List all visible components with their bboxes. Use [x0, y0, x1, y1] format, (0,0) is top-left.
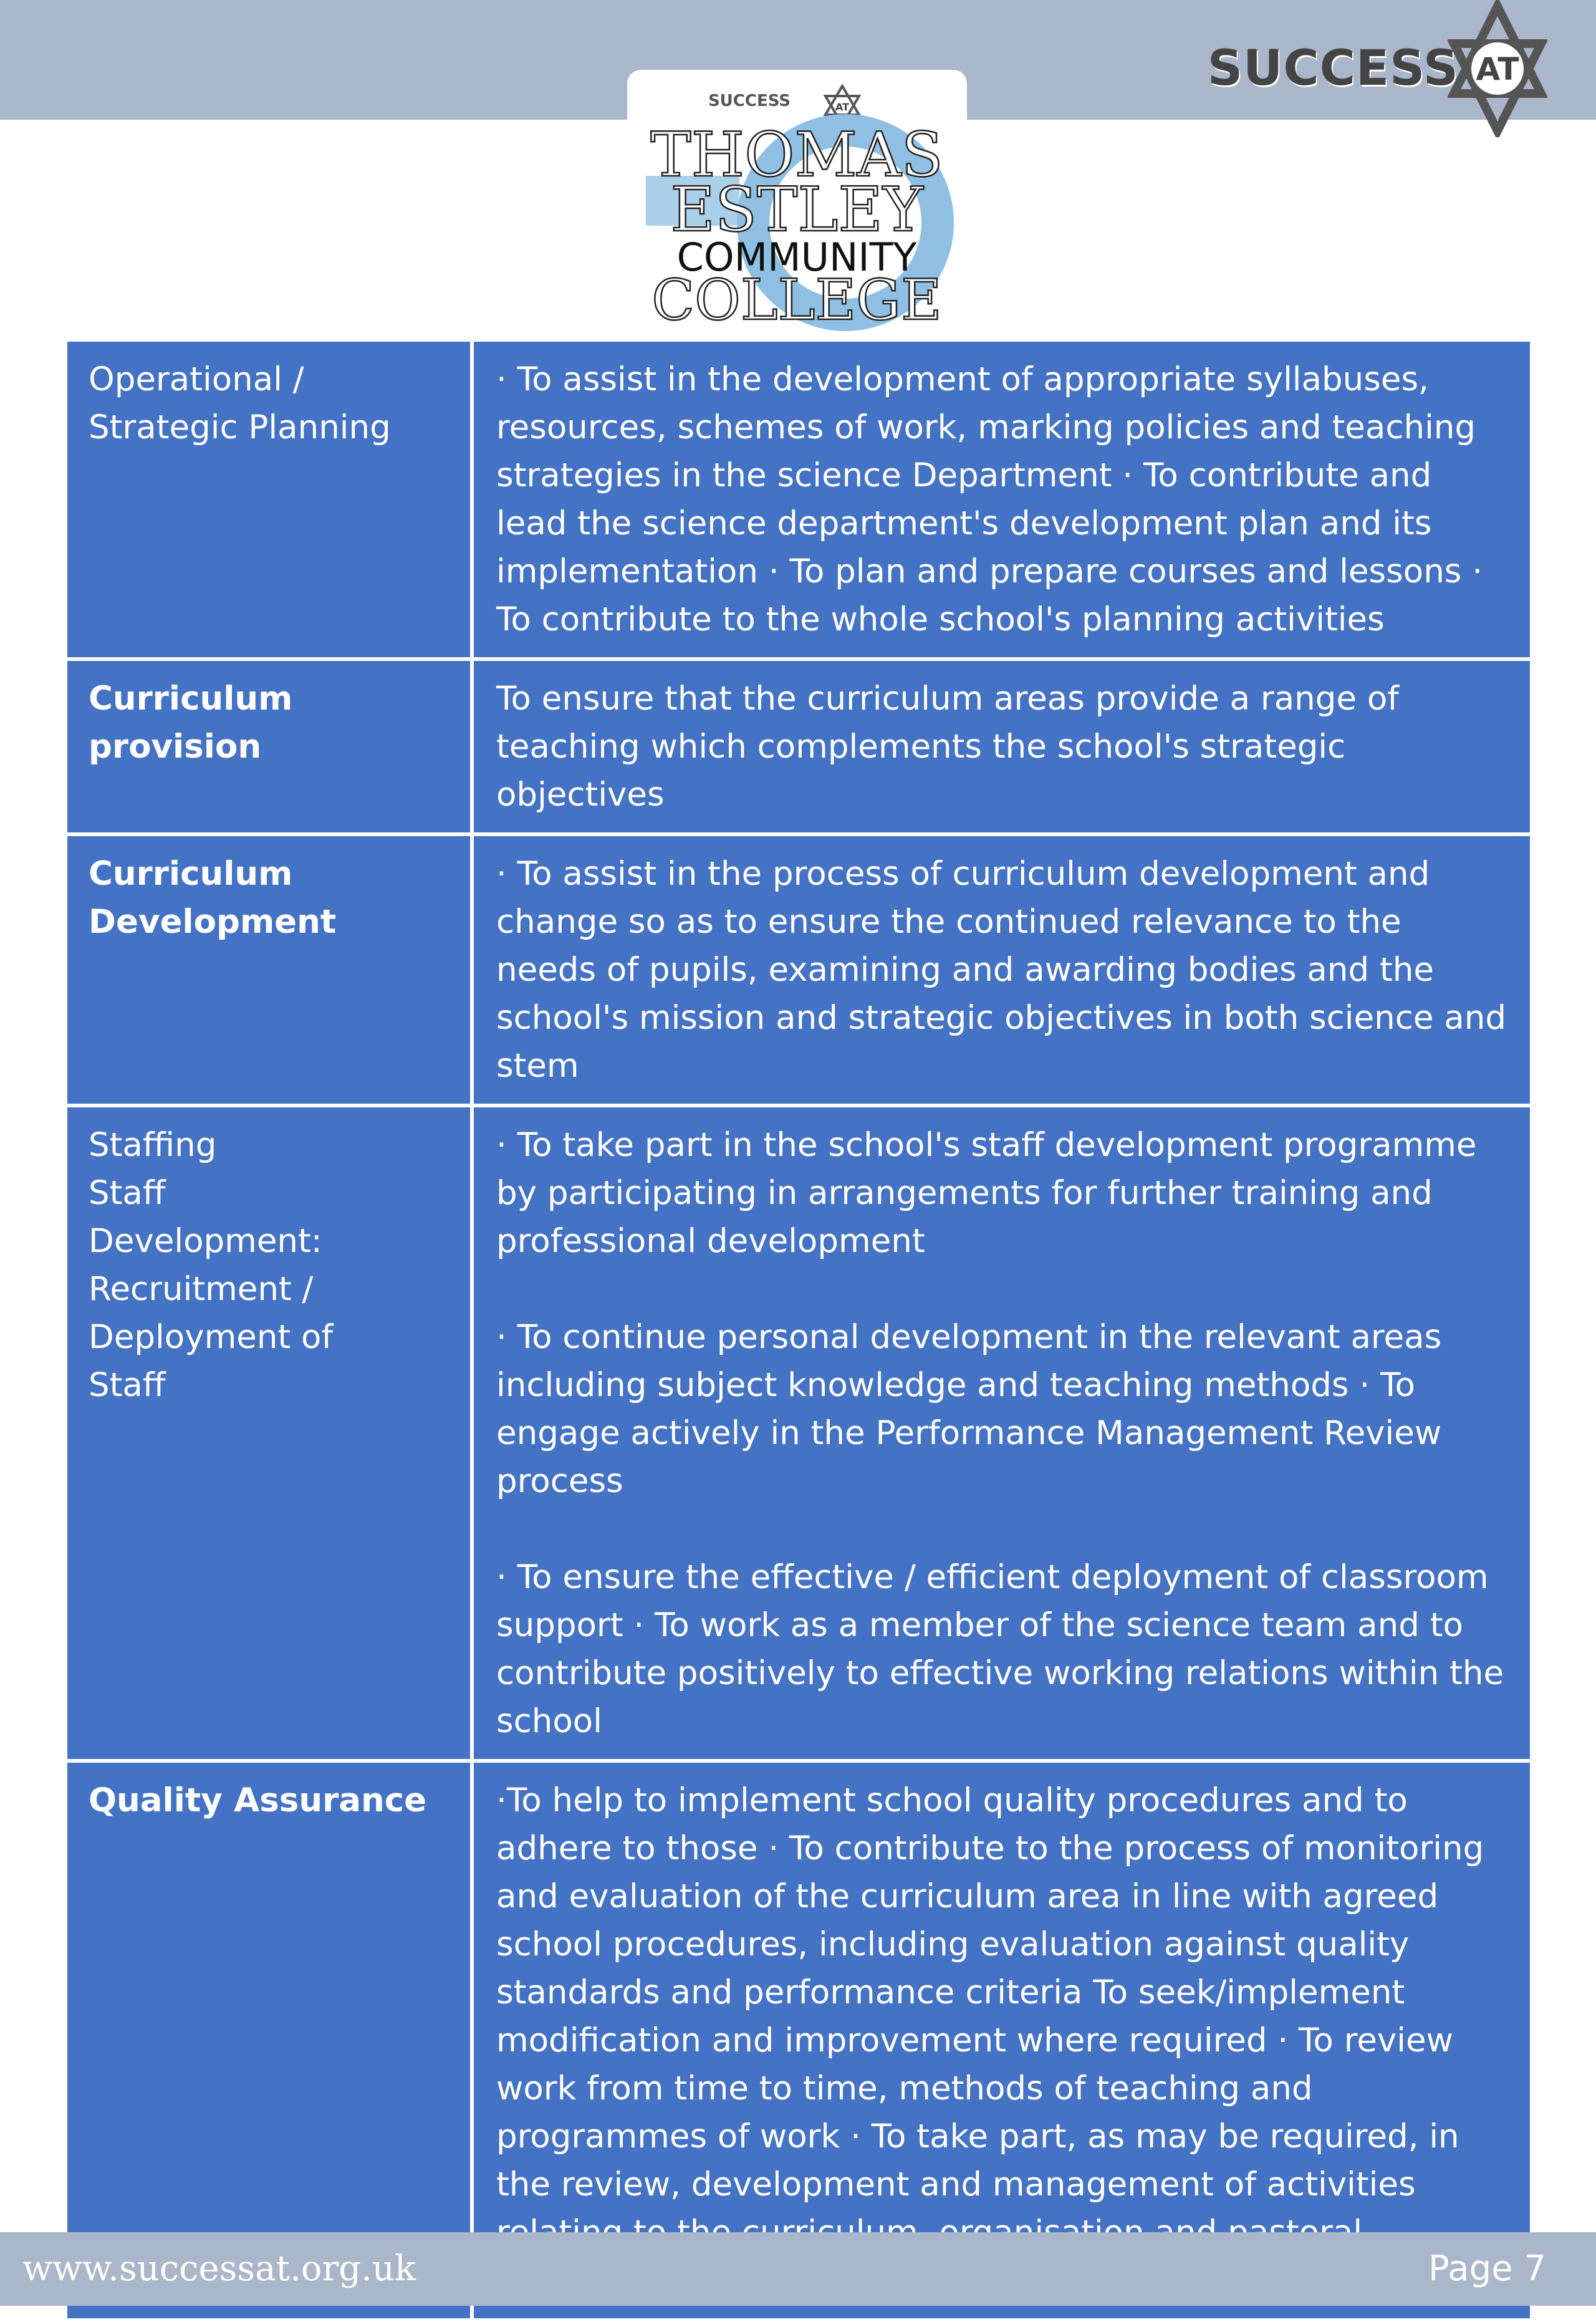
table-row [67, 836, 1530, 1107]
row-text-curriculum-development: · To assist in the process of curriculum development and change so as to ensure the continued relevance to the needs of pupils, examining and awarding bodies and the school's mission and strategic objectives in both science and stem [474, 836, 1530, 1104]
logo-line-community: COMMUNITY [676, 234, 917, 280]
brand-badge: AT [1476, 51, 1519, 87]
logo-line-thomas: THOMAS [650, 120, 943, 191]
table-row [67, 342, 1530, 661]
successat-logo [1208, 0, 1547, 137]
table-row [67, 1107, 1530, 1763]
college-logo [627, 70, 967, 332]
footer-website-link[interactable]: www.successat.org.uk [22, 2248, 416, 2289]
row-text-staffing: · To take part in the school's staff development programme by participating in arrangements for further training and professional development · To continue personal development in the relevant areas including subject knowledge and teaching methods · To engage actively in the Performance Management Review process · To ensure the effective / efficient deployment of classroom support · To work as a member of the science team and to contribute positively to effective working relations within the school [474, 1107, 1530, 1759]
logo-small-badge: AT [835, 101, 850, 113]
job-description-table [67, 342, 1530, 2322]
college-crest-icon [627, 70, 967, 332]
row-label-curriculum-provision: Curriculum provision [67, 661, 474, 832]
logo-line-estley: ESTLEY [670, 175, 923, 246]
row-text-operational-planning: · To assist in the development of appropriate syllabuses, resources, schemes of work, marking policies and teaching strategies in the science Department · To contribute and lead the science department's development plan and its implementation · To plan and prepare courses and lessons · To contribute to the whole school's planning activities [474, 342, 1530, 657]
footer [0, 2232, 1596, 2306]
page-number: Page 7 [1428, 2248, 1546, 2289]
table-row [67, 661, 1530, 836]
logo-line-college: COLLEGE [651, 267, 942, 332]
row-label-curriculum-development: Curriculum Development [67, 836, 474, 1104]
row-label-staffing: Staffing Staff Development: Recruitment / Deployment of Staff [67, 1107, 474, 1759]
row-text-quality-assurance: ·To help to implement school quality procedures and to adhere to those · To contribute to the process of monitoring and evaluation of the curriculum area in line with agreed school procedures, including evaluation against quality standards and performance criteria To seek/implement modification and improvement where required · To review work from time to time, methods of teaching and programmes of work · To take part, as may be required, in the review, development and management of activities [474, 1763, 1530, 2318]
logo-small-brand: SUCCESS [708, 92, 791, 110]
row-label-operational-planning: Operational / Strategic Planning [67, 342, 474, 657]
row-label-quality-assurance: Quality Assurance [67, 1763, 474, 2318]
brand-name: SUCCESS [1207, 41, 1459, 97]
star-of-david-icon [1448, 0, 1547, 137]
row-text-curriculum-provision: To ensure that the curriculum areas provide a range of teaching which complements the school's strategic objectives [474, 661, 1530, 832]
